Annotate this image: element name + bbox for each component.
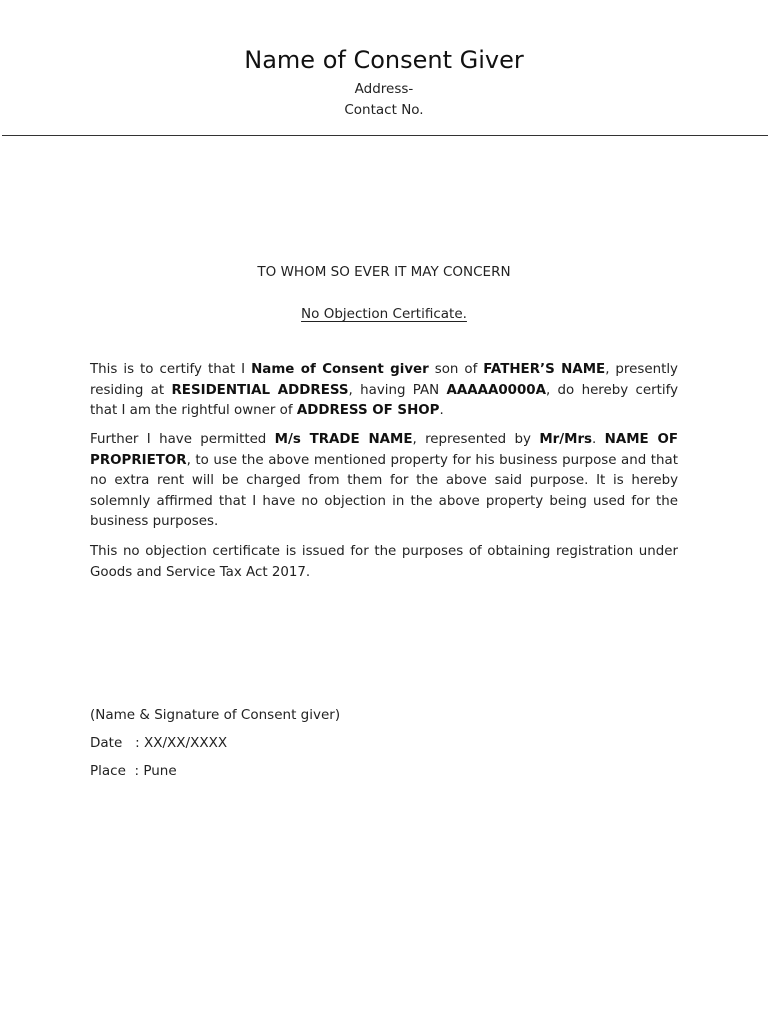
p2-proprietor-name: NAME OF PROPRIETOR — [90, 432, 678, 468]
p1-text-3: , presently residing at — [90, 362, 678, 398]
p1-text-2: son of — [428, 362, 484, 377]
certificate-title-text: No Objection Certificate. — [301, 306, 467, 322]
p1-text-5: , do hereby certify that I am the rightful owner of — [90, 382, 678, 419]
p2-text-3: . — [592, 432, 605, 447]
p1-consent-giver-name: Name of Consent giver — [251, 362, 429, 377]
p1-pan-number: AAAAA0000A — [446, 382, 546, 398]
p2-text-2: , represented by — [412, 432, 540, 447]
consent-giver-address: Address- — [354, 81, 414, 97]
p1-text-6: . — [439, 403, 444, 419]
paragraph-permission — [90, 430, 678, 533]
header-divider — [2, 135, 768, 136]
salutation: TO WHOM SO EVER IT MAY CONCERN — [257, 264, 511, 280]
p2-title: Mr/Mrs — [539, 432, 593, 447]
consent-giver-name: Name of Consent Giver — [244, 46, 524, 74]
p1-text-4: , having PAN — [348, 382, 447, 398]
p1-fathers-name: FATHER’S NAME — [483, 362, 606, 377]
consent-giver-contact: Contact No. — [344, 102, 424, 118]
p2-text-4: , to use the above mentioned property for his business purpose and that no extra rent will be charged from them for the above said purpose. It is hereby solemnly affirmed that I have no objection in the above property being used for the business purposes. — [90, 452, 678, 530]
p2-text-1: Further I have permitted — [90, 432, 275, 447]
p1-text-1: This is to certify that I — [90, 362, 252, 377]
signature-name-line: (Name & Signature of Consent giver) — [90, 707, 341, 723]
p2-trade-name: M/s TRADE NAME — [274, 432, 413, 447]
signature-date-line: Date : XX/XX/XXXX — [90, 735, 228, 751]
paragraph-purpose: This no objection certificate is issued for the purposes of obtaining registration under Goods and Service Tax Act 2017. — [90, 544, 678, 580]
signature-place-line: Place : Pune — [90, 763, 177, 779]
paragraph-certification — [90, 360, 678, 422]
p1-shop-address: ADDRESS OF SHOP — [296, 403, 440, 419]
p1-residential-address: RESIDENTIAL ADDRESS — [171, 382, 349, 398]
certificate-title — [0, 305, 768, 323]
